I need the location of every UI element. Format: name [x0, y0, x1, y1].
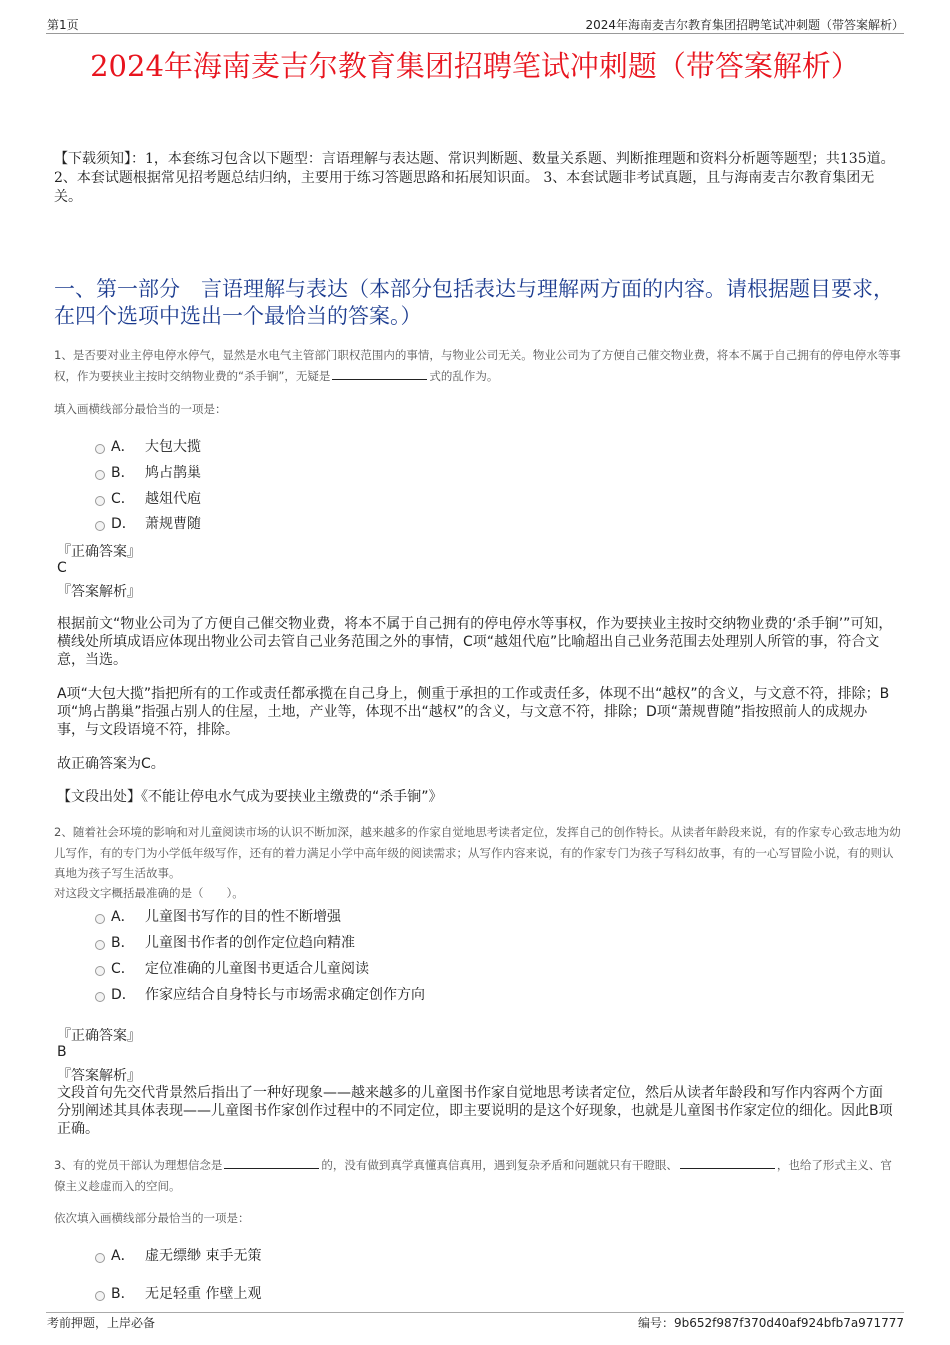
option-a[interactable] [95, 1245, 261, 1265]
option-b[interactable] [95, 932, 355, 952]
section-heading: 一、第一部分 言语理解与表达（本部分包括表达与理解两方面的内容。请根据题目要求，在四个选项中选出一个最恰当的答案。） [54, 277, 894, 328]
option-text: 作家应结合自身特长与市场需求确定创作方向 [145, 987, 425, 1003]
radio-button[interactable] [95, 496, 105, 506]
radio-button[interactable] [95, 940, 105, 950]
question-1 [54, 345, 902, 386]
question-text: 式的乱作为。 [429, 368, 499, 383]
correct-answer-label: 『正确答案』 [57, 544, 141, 560]
option-key: D． [111, 516, 136, 532]
option-c[interactable] [95, 958, 369, 978]
option-c[interactable] [95, 488, 201, 508]
radio-button[interactable] [95, 966, 105, 976]
analysis-label: 『答案解析』 [57, 584, 141, 600]
analysis-conclusion: 故正确答案为C。 [57, 756, 165, 772]
radio-button[interactable] [95, 992, 105, 1002]
option-text: 虚无缥缈 束手无策 [145, 1248, 262, 1264]
header-divider [46, 33, 904, 34]
option-text: 定位准确的儿童图书更适合儿童阅读 [145, 961, 369, 977]
question-2: 2、随着社会环境的影响和对儿童阅读市场的认识不断加深，越来越多的作家自觉地思考读者定位，发挥自己的创作特长。从读者年龄段来说，有的作家专心致志地为幼儿写作，有的专门为小学低年级写作，还有的着力满足小学中高年级的阅读需求；从写作内容来说，有的作家专门为孩子写科幻故事，有的一心写冒险小说，有的则认真地为孩子写生活故事。 [54, 825, 901, 880]
question-text: 的，没有做到真学真懂真信真用，遇到复杂矛盾和问题就只有干瞪眼、 [321, 1158, 678, 1172]
question-text: ，也给了形式主义、官僚主义趁虚而入的空间。 [54, 1158, 892, 1193]
fill-blank [680, 1157, 775, 1169]
option-key: B． [111, 465, 135, 481]
option-d[interactable] [95, 513, 201, 533]
option-key: A． [111, 439, 135, 455]
radio-button[interactable] [95, 1253, 105, 1263]
footer-divider [46, 1312, 904, 1313]
analysis-label: 『答案解析』 [57, 1068, 141, 1084]
document-id: 编号：9b652f987f370d40af924bfb7a971777 [637, 1316, 904, 1330]
option-text: 儿童图书写作的目的性不断增强 [145, 909, 341, 925]
option-b[interactable] [95, 462, 201, 482]
option-b[interactable] [95, 1283, 261, 1303]
option-text: 大包大揽 [145, 439, 201, 455]
option-text: 萧规曹随 [145, 516, 201, 532]
question-3 [54, 1155, 902, 1196]
option-key: B． [111, 935, 135, 951]
option-text: 越俎代庖 [145, 491, 201, 507]
option-key: C． [111, 491, 135, 507]
passage-source: 【文段出处】《不能让停电水气成为要挟业主缴费的“杀手锏”》 [57, 789, 443, 805]
fill-blank [224, 1157, 319, 1169]
option-text: 儿童图书作者的创作定位趋向精准 [145, 935, 355, 951]
option-d[interactable] [95, 984, 425, 1004]
radio-button[interactable] [95, 1291, 105, 1301]
option-key: A． [111, 909, 135, 925]
question-prompt: 对这段文字概括最准确的是（ ）。 [54, 886, 244, 900]
radio-button[interactable] [95, 470, 105, 480]
option-key: C． [111, 961, 135, 977]
option-a[interactable] [95, 906, 341, 926]
option-text: 鸠占鹊巢 [145, 465, 201, 481]
correct-answer: C [57, 560, 67, 576]
analysis-paragraph: 根据前文“物业公司为了方便自己催交物业费，将本不属于自己拥有的停电停水等事权，作为要挟业主按时交纳物业费的‘杀手锏’”可知，横线处所填成语应体现出物业公司去管自己业务范围之外的事情，C项“越俎代庖”比喻超出自己业务范围去处理别人所管的事，符合文意，当选。 [57, 616, 893, 668]
option-key: B． [111, 1286, 135, 1302]
radio-button[interactable] [95, 444, 105, 454]
option-a[interactable] [95, 436, 201, 456]
footer-slogan: 考前押题，上岸必备 [47, 1316, 156, 1330]
option-text: 无足轻重 作壁上观 [145, 1286, 262, 1302]
correct-answer: B [57, 1044, 67, 1060]
header-doc-title: 2024年海南麦吉尔教育集团招聘笔试冲刺题（带答案解析） [585, 18, 904, 32]
page-number: 第1页 [47, 18, 79, 32]
question-prompt: 依次填入画横线部分最恰当的一项是： [54, 1211, 250, 1225]
radio-button[interactable] [95, 521, 105, 531]
analysis-paragraph: A项“大包大揽”指把所有的工作或责任都承揽在自己身上，侧重于承担的工作或责任多，体现不出“越权”的含义，与文意不符，排除；B项“鸠占鹊巢”指强占别人的住屋，土地，产业等，体现不出“越权”的含义，与文意不符，排除；D项“萧规曹随”指按照前人的成规办事，与文段语境不符，排除。 [57, 686, 890, 738]
option-key: A． [111, 1248, 135, 1264]
fill-blank [332, 368, 427, 380]
question-prompt: 填入画横线部分最恰当的一项是： [54, 402, 227, 416]
page-title: 2024年海南麦吉尔教育集团招聘笔试冲刺题（带答案解析） [90, 49, 860, 83]
question-text: 3、有的党员干部认为理想信念是 [54, 1158, 223, 1172]
correct-answer-label: 『正确答案』 [57, 1028, 141, 1044]
analysis-paragraph: 文段首句先交代背景然后指出了一种好现象——越来越多的儿童图书作家自觉地思考读者定位，然后从读者年龄段和写作内容两个方面分别阐述其具体表现——儿童图书作家创作过程中的不同定位，即主要说明的是这个好现象，也就是儿童图书作家定位的细化。因此B项正确。 [57, 1085, 893, 1137]
radio-button[interactable] [95, 914, 105, 924]
download-notice: 【下载须知】：1，本套练习包含以下题型：言语理解与表达题、常识判断题、数量关系题、判断推理题和资料分析题等题型；共135道。2、本套试题根据常见招考题总结归纳，主要用于练习答题思路和拓展知识面。 3、本套试题非考试真题，且与海南麦吉尔教育集团无关。 [54, 151, 895, 205]
option-key: D． [111, 987, 136, 1003]
question-text: 1、是否要对业主停电停水停气，显然是水电气主管部门职权范围内的事情，与物业公司无关。物业公司为了方便自己催交物业费，将本不属于自己拥有的停电停水等事权，作为要挟业主按时交纳物业费的“杀手锏”，无疑是 [54, 348, 901, 383]
